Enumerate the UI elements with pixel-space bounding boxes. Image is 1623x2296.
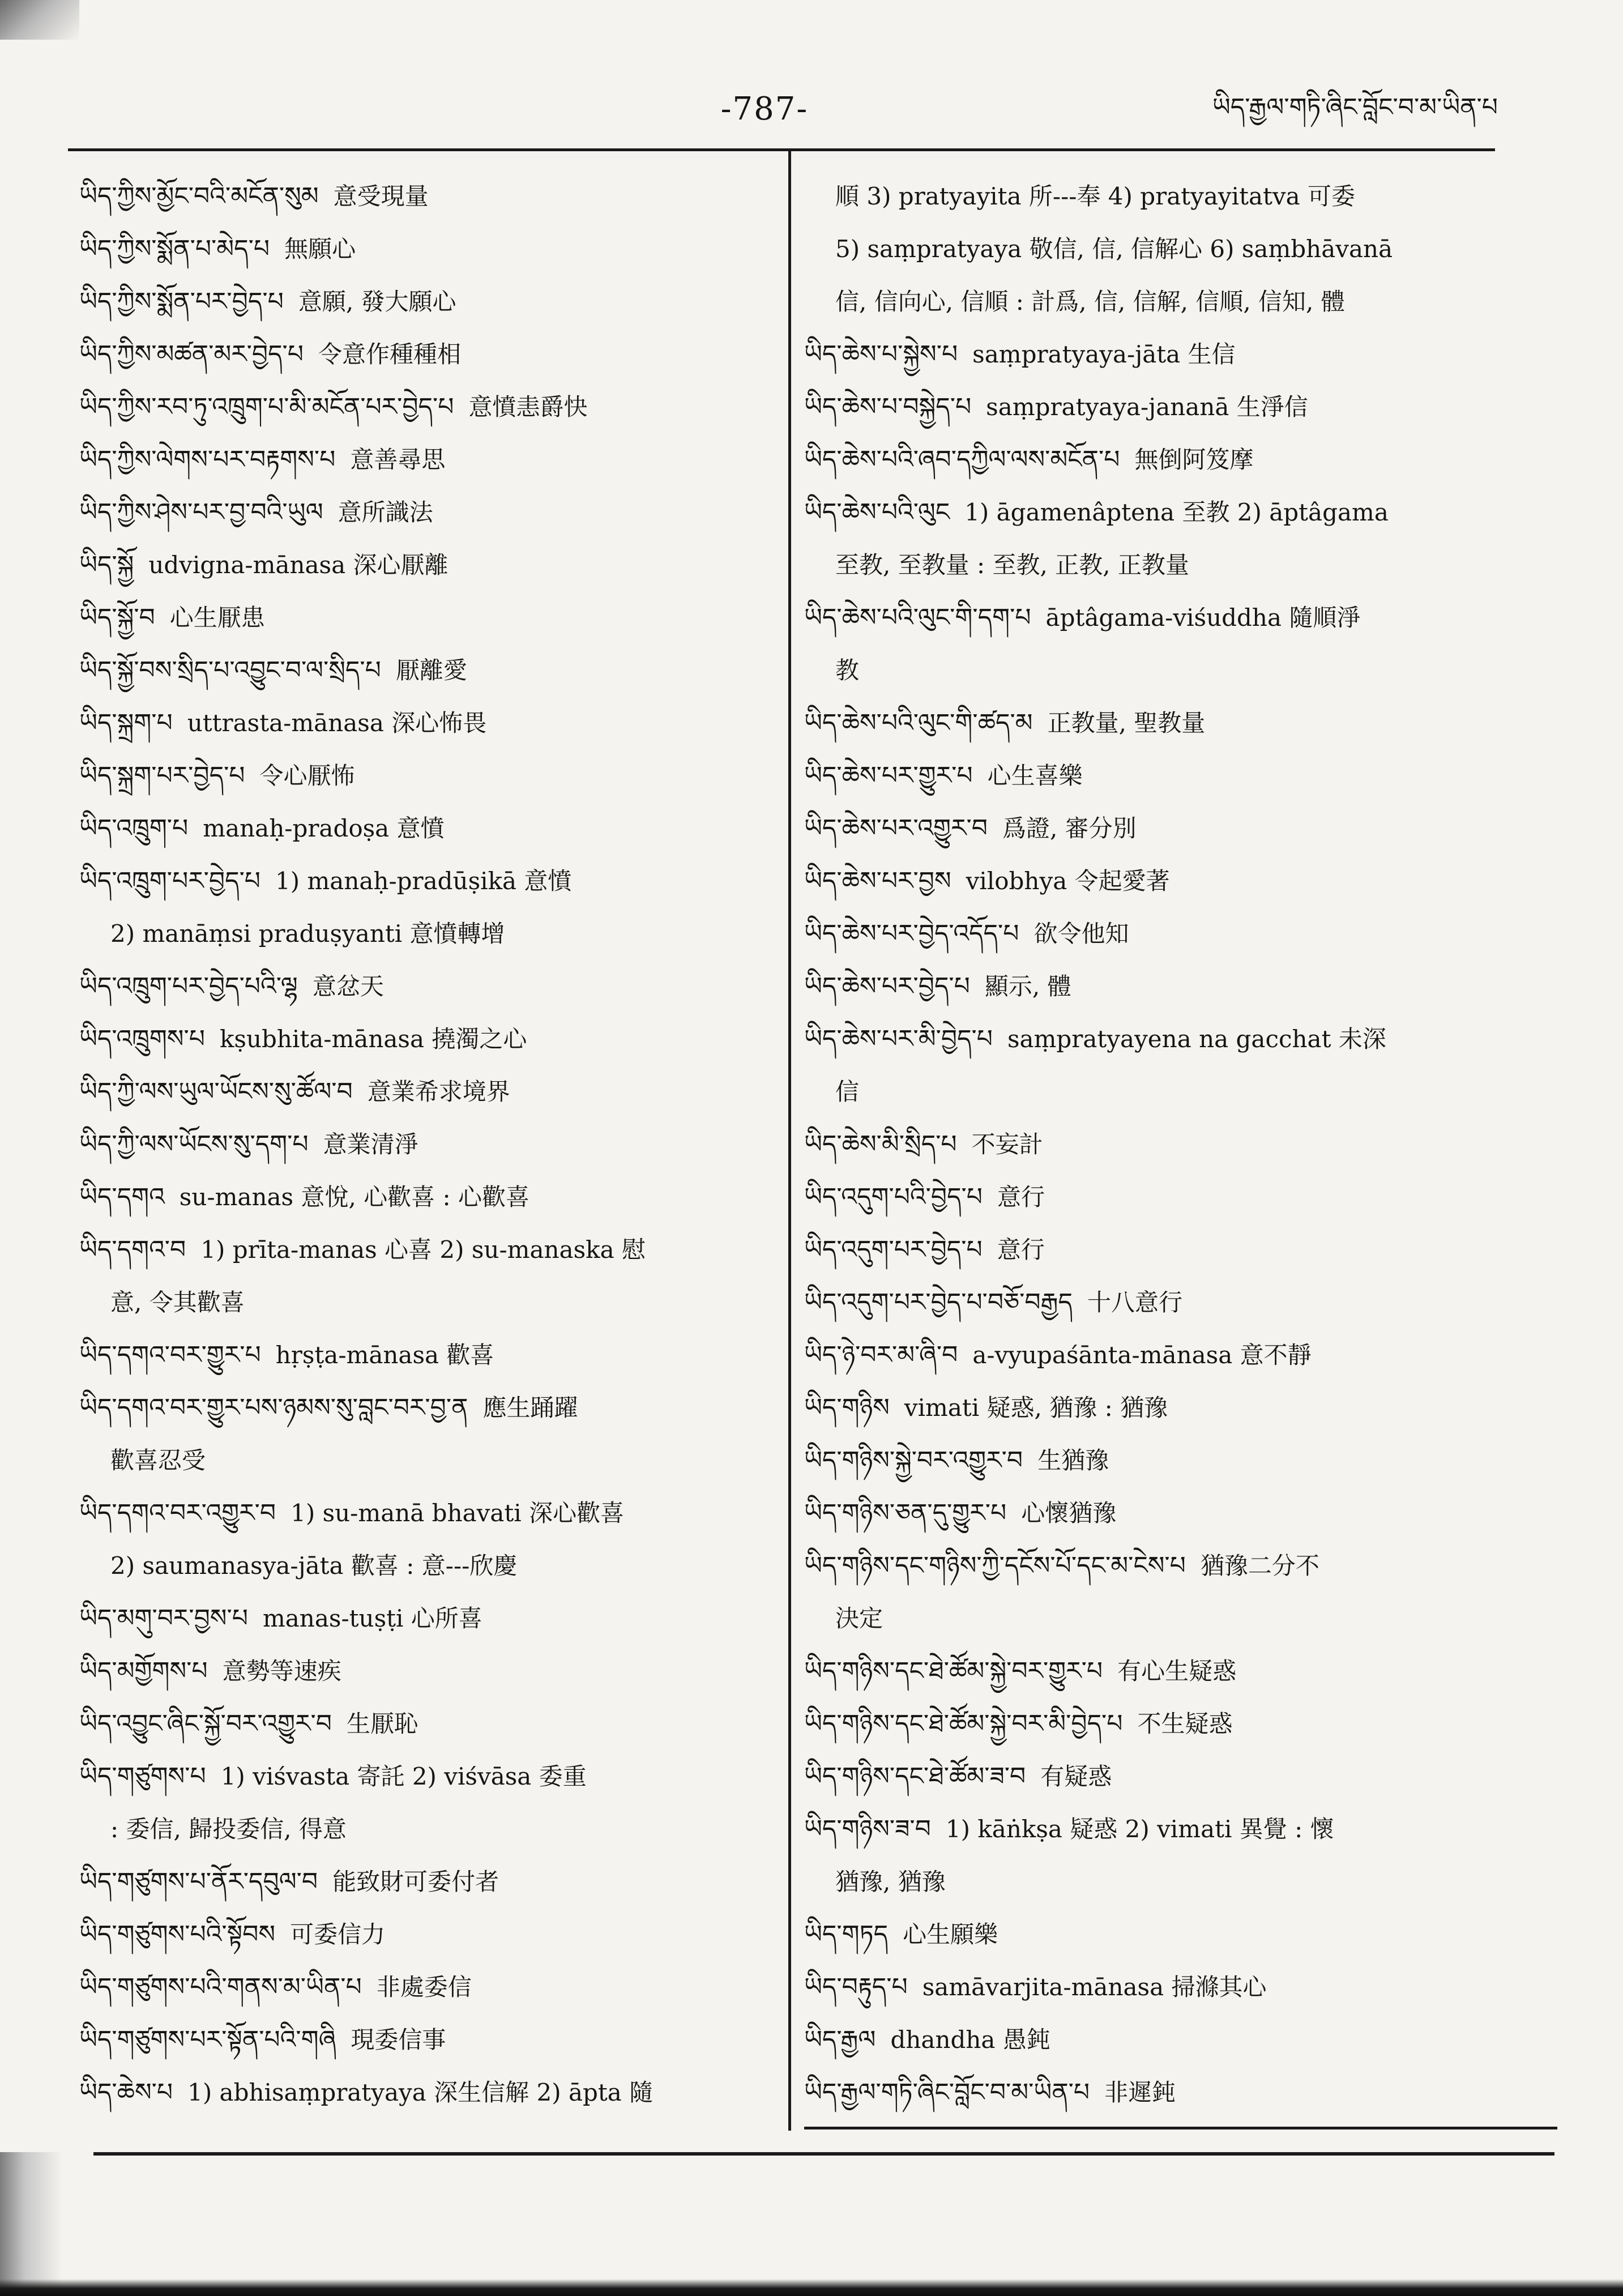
dictionary-entry xyxy=(79,960,776,1013)
tibetan-headword: ཡིད་ཀྱིས་ལེགས་པར་བརྟགས་པ xyxy=(79,445,336,474)
entry-gloss: 5) saṃpratyaya 敬信, 信, 信解心 6) saṃbhāvanā xyxy=(835,235,1393,263)
dictionary-entry xyxy=(804,1908,1501,1961)
tibetan-headword: ཡིད་གཙུགས་པའི་གནས་མ་ཡིན་པ xyxy=(79,1973,362,2001)
entry-gloss: hṛṣṭa-mānasa 歡喜 xyxy=(275,1341,494,1369)
tibetan-headword: ཡིད་ཆེས་པའི་ལུང xyxy=(804,498,950,527)
tibetan-headword: ཡིད་འདུག་པར་བྱེད་པ xyxy=(804,1235,983,1264)
dictionary-entry xyxy=(79,644,776,697)
entry-gloss: 非處委信 xyxy=(376,1973,472,2001)
tibetan-headword: ཡིད་མགྱོགས་པ xyxy=(79,1657,208,1685)
dictionary-entry xyxy=(79,1329,776,1381)
tibetan-headword: ཡིད་ཆེས་པར་འགྱུར་བ xyxy=(804,814,988,843)
entry-gloss: 意忿天 xyxy=(312,972,384,1000)
entry-continuation xyxy=(79,1276,776,1329)
dictionary-entry xyxy=(79,855,776,907)
dictionary-entry xyxy=(79,2013,776,2066)
dictionary-entry xyxy=(804,1697,1501,1750)
dictionary-entry xyxy=(804,381,1501,433)
dictionary-entry xyxy=(804,1171,1501,1223)
tibetan-headword: ཡིད་འཁྲུག་པར་བྱེད་པ xyxy=(79,867,261,895)
entry-gloss: 令意作種種相 xyxy=(318,340,462,368)
dictionary-entry xyxy=(79,223,776,275)
tibetan-headword: ཡིད་གཉིས་ཅན་དུ་གྱུར་པ xyxy=(804,1499,1007,1527)
dictionary-entry xyxy=(804,591,1501,644)
entry-gloss: 猶豫, 猶豫 xyxy=(835,1868,946,1896)
entry-gloss: 1) āgamenâptena 至教 2) āptâgama xyxy=(964,498,1389,526)
tibetan-headword: ཡིད་ཆེས་པ་སྐྱེས་པ xyxy=(804,340,958,369)
entry-gloss: kṣubhita-mānasa 撓濁之心 xyxy=(219,1025,527,1053)
entry-gloss: 可委信力 xyxy=(290,1921,386,1948)
dictionary-entry xyxy=(79,749,776,802)
dictionary-entry xyxy=(79,486,776,539)
tibetan-headword: ཡིད་ཆེས་པར་བྱེད་པ xyxy=(804,972,970,1001)
left-column xyxy=(79,170,776,2119)
tibetan-headword: ཡིད་རྒྱལ xyxy=(804,2025,876,2054)
entry-gloss: : 委信, 歸投委信, 得意 xyxy=(110,1815,347,1843)
tibetan-headword: ཡིད་མགུ་བར་བྱས་པ xyxy=(79,1604,248,1633)
right-column xyxy=(804,170,1501,2119)
dictionary-entry xyxy=(79,170,776,223)
entry-gloss: 十八意行 xyxy=(1087,1288,1183,1316)
entry-gloss: 2) saumanasya-jāta 歡喜 : 意---欣慶 xyxy=(110,1552,518,1580)
entry-gloss: 順 3) pratyayita 所---奉 4) pratyayitatva 可委 xyxy=(835,182,1355,210)
entry-continuation xyxy=(804,1592,1501,1645)
column-divider xyxy=(788,148,791,2131)
page-number: -787- xyxy=(720,91,809,127)
dictionary-entry xyxy=(79,1908,776,1961)
dictionary-entry xyxy=(804,907,1501,960)
entry-gloss: 猶豫二分不 xyxy=(1200,1552,1319,1580)
tibetan-headword: ཡིད་འཁྲུགས་པ xyxy=(79,1025,205,1053)
dictionary-entry xyxy=(79,1697,776,1750)
tibetan-headword: ཡིད་ཆེས་མི་སྲིད་པ xyxy=(804,1130,957,1159)
dictionary-entry xyxy=(804,1750,1501,1803)
dictionary-entry xyxy=(79,1223,776,1276)
entry-gloss: 顯示, 體 xyxy=(984,972,1071,1000)
entry-continuation xyxy=(804,275,1501,328)
dictionary-entry xyxy=(804,802,1501,855)
dictionary-entry xyxy=(804,328,1501,381)
entry-continuation xyxy=(804,223,1501,275)
entry-gloss: 欲令他知 xyxy=(1033,920,1129,948)
entry-gloss: 能致財可委付者 xyxy=(332,1868,499,1896)
entry-gloss: a-vyupaśānta-mānasa 意不靜 xyxy=(972,1341,1312,1369)
entry-gloss: samāvarjita-mānasa 掃滌其心 xyxy=(922,1973,1267,2001)
tibetan-headword: ཡིད་ཆེས་པ་བསྐྱེད་པ xyxy=(804,392,972,421)
dictionary-entry xyxy=(804,433,1501,486)
entry-gloss: 意善尋思 xyxy=(350,446,446,473)
dictionary-entry xyxy=(804,1645,1501,1697)
tibetan-headword: ཡིད་ཀྱི་ལས་ཡུལ་ཡོངས་སུ་ཚོལ་བ xyxy=(79,1077,353,1106)
entry-gloss: āptâgama-viśuddha 隨順淨 xyxy=(1045,604,1361,631)
dictionary-entry xyxy=(804,1223,1501,1276)
entry-gloss: manas-tuṣṭi 心所喜 xyxy=(262,1604,482,1632)
tibetan-headword: ཡིད་ཆེས་པའི་ལུང་གི་ཚད་མ xyxy=(804,709,1033,737)
tibetan-headword: ཡིད་དགའ་བར་གྱུར་པས་ཉམས་སུ་བླང་བར་བྱ་ན xyxy=(79,1393,468,1422)
dictionary-entry xyxy=(79,275,776,328)
dictionary-entry xyxy=(79,1171,776,1223)
dictionary-entry xyxy=(79,1750,776,1803)
tibetan-headword: ཡིད་དགའ་བ xyxy=(79,1235,186,1264)
entry-gloss: 意受現量 xyxy=(333,182,429,210)
tibetan-headword: ཡིད་ཉེ་བར་མ་ཞི་བ xyxy=(804,1341,958,1369)
entry-gloss: 意勢等速疾 xyxy=(222,1657,341,1685)
entry-gloss: su-manas 意悅, 心歡喜 : 心歡喜 xyxy=(179,1183,530,1211)
entry-gloss: 意憤恚爵快 xyxy=(468,393,588,421)
entry-gloss: 無願心 xyxy=(284,235,356,263)
dictionary-entry xyxy=(804,1539,1501,1592)
scan-shadow-bottom-edge xyxy=(0,2279,1623,2296)
entry-gloss: 生猶豫 xyxy=(1037,1446,1109,1474)
dictionary-entry xyxy=(79,1381,776,1434)
entry-gloss: vimati 疑惑, 猶豫 : 猶豫 xyxy=(904,1394,1168,1422)
tibetan-headword: ཡིད་སྐྱོ xyxy=(79,550,134,579)
entry-gloss: 1) kāṅkṣa 疑惑 2) vimati 異覺 : 懷 xyxy=(945,1815,1334,1843)
tibetan-headword: ཡིད་ཀྱིས་ཤེས་པར་བྱ་བའི་ཡུལ xyxy=(79,498,323,527)
scan-shadow-bottom-left xyxy=(0,2152,62,2296)
dictionary-entry xyxy=(79,2066,776,2119)
entry-gloss: 意行 xyxy=(997,1183,1045,1211)
entry-gloss: 2) manāṃsi praduṣyanti 意憤轉增 xyxy=(110,920,505,948)
entry-gloss: 爲證, 審分別 xyxy=(1002,814,1137,842)
entry-gloss: 意行 xyxy=(997,1236,1045,1264)
entry-continuation xyxy=(804,1855,1501,1908)
entry-gloss: 信, 信向心, 信順 : 計爲, 信, 信解, 信順, 信知, 體 xyxy=(835,288,1345,315)
entry-gloss: manaḥ-pradoṣa 意憤 xyxy=(203,814,445,842)
scan-shadow-top-left xyxy=(0,0,79,40)
entry-gloss: 歡喜忍受 xyxy=(110,1446,206,1474)
entry-gloss: 意所識法 xyxy=(338,498,433,526)
dictionary-entry xyxy=(79,1855,776,1908)
tibetan-headword: ཡིད་གཙུགས་པར་སྟོན་པའི་གཞི xyxy=(79,2025,336,2054)
entry-gloss: 意業清淨 xyxy=(323,1130,418,1158)
tibetan-headword: ཡིད་འདུག་པར་བྱེད་པ་བཅོ་བརྒྱད xyxy=(804,1288,1073,1317)
dictionary-entry xyxy=(804,749,1501,802)
entry-gloss: 1) su-manā bhavati 深心歡喜 xyxy=(291,1499,625,1527)
tibetan-headword: ཡིད་འཁྲུག་པ xyxy=(79,814,189,843)
entry-gloss: saṃpratyaya-jāta 生信 xyxy=(972,340,1236,368)
entry-gloss: 心生厭患 xyxy=(169,604,265,631)
entry-gloss: 1) manaḥ-pradūṣikā 意憤 xyxy=(275,867,572,895)
entry-gloss: 教 xyxy=(835,656,860,684)
dictionary-entry xyxy=(804,960,1501,1013)
tibetan-headword: ཡིད་ཆེས་པར་གྱུར་པ xyxy=(804,761,973,790)
tibetan-headword: ཡིད་ཀྱིས་མྱོང་བའི་མངོན་སུམ xyxy=(79,182,319,211)
dictionary-entry xyxy=(804,1434,1501,1487)
dictionary-entry xyxy=(79,328,776,381)
entry-gloss: saṃpratyayena na gacchat 未深 xyxy=(1007,1025,1386,1053)
tibetan-headword: ཡིད་འབྱུང་ཞིང་སྐྱོ་བར་འགྱུར་བ xyxy=(79,1709,332,1738)
tibetan-headword: ཡིད་དགའ་བར་གྱུར་པ xyxy=(79,1341,261,1369)
dictionary-entry xyxy=(804,1803,1501,1855)
entry-gloss: 生厭恥 xyxy=(346,1710,418,1738)
dictionary-entry xyxy=(804,855,1501,907)
dictionary-entry xyxy=(79,539,776,591)
entry-continuation xyxy=(804,539,1501,591)
entry-gloss: uttrasta-mānasa 深心怖畏 xyxy=(187,709,487,737)
entry-gloss: 至教, 至教量 : 至教, 正教, 正教量 xyxy=(835,551,1189,579)
tibetan-headword: ཡིད་དགའ་བར་འགྱུར་བ xyxy=(79,1499,276,1527)
tibetan-headword: ཡིད་གཉིས xyxy=(804,1393,890,1422)
entry-gloss: dhandha 愚鈍 xyxy=(890,2026,1050,2054)
entry-continuation xyxy=(804,1065,1501,1118)
dictionary-entry xyxy=(804,697,1501,749)
entry-continuation xyxy=(804,644,1501,697)
entry-gloss: 信 xyxy=(835,1078,860,1106)
entry-gloss: 心生願樂 xyxy=(903,1921,998,1948)
tibetan-headword: ཡིད་གཉིས་དང་ཐེ་ཚོམ་སྐྱེ་བར་གྱུར་པ xyxy=(804,1657,1103,1685)
entry-gloss: 意, 令其歡喜 xyxy=(110,1288,245,1316)
entry-gloss: 現委信事 xyxy=(351,2026,446,2054)
tibetan-headword: ཡིད་རྒྱལ་གཏི་ཞིང་བློང་བ་མ་ཡིན་པ xyxy=(804,2078,1090,2107)
entry-gloss: 有心生疑惑 xyxy=(1117,1657,1237,1685)
dictionary-entry xyxy=(79,1065,776,1118)
entry-continuation xyxy=(79,1539,776,1592)
dictionary-entry xyxy=(804,2066,1501,2119)
tibetan-headword: ཡིད་ཀྱི་ལས་ཡོངས་སུ་དག་པ xyxy=(79,1130,309,1159)
entry-continuation xyxy=(79,1803,776,1855)
dictionary-entry xyxy=(804,1276,1501,1329)
dictionary-entry xyxy=(79,1013,776,1065)
dictionary-entry xyxy=(804,2013,1501,2066)
entry-gloss: 意業希求境界 xyxy=(367,1078,510,1106)
tibetan-headword: ཡིད་ཆེས་པར་བྱེད་འདོད་པ xyxy=(804,919,1019,948)
entry-gloss: 心懷猶豫 xyxy=(1021,1499,1117,1527)
tibetan-headword: ཡིད་གཉིས་དང་གཉིས་ཀྱི་དངོས་པོ་དང་མ་ངེས་པ xyxy=(804,1551,1186,1580)
tibetan-headword: ཡིད་སྐྲག་པར་བྱེད་པ xyxy=(79,761,245,790)
tibetan-headword: ཡིད་གཉིས་དང་ཐེ་ཚོམ་སྐྱེ་བར་མི་བྱེད་པ xyxy=(804,1709,1123,1738)
right-column-end-rule xyxy=(804,2127,1557,2129)
tibetan-headword: ཡིད་ཀྱིས་སྨོན་པ་མེད་པ xyxy=(79,234,270,263)
tibetan-headword: ཡིད་གཉིས་ཟ་བ xyxy=(804,1815,931,1843)
dictionary-entry xyxy=(804,1013,1501,1065)
tibetan-headword: ཡིད་ཆེས་པར་མི་བྱེད་པ xyxy=(804,1025,993,1053)
dictionary-entry xyxy=(79,1961,776,2013)
entry-gloss: saṃpratyaya-jananā 生淨信 xyxy=(986,393,1308,421)
dictionary-entry xyxy=(79,433,776,486)
dictionary-entry xyxy=(804,1961,1501,2013)
running-head: ཡིད་རྒྱལ་གཏི་ཞིང་བློང་བ་མ་ཡིན་པ xyxy=(1212,93,1498,122)
tibetan-headword: ཡིད་འཁྲུག་པར་བྱེད་པའི་ལྷ xyxy=(79,972,298,1001)
entry-gloss: 1) abhisaṃpratyaya 深生信解 2) āpta 隨 xyxy=(187,2079,654,2106)
dictionary-entry xyxy=(79,1645,776,1697)
tibetan-headword: ཡིད་གཏད xyxy=(804,1920,889,1949)
header-rule xyxy=(68,148,1495,151)
entry-gloss: 決定 xyxy=(835,1604,883,1632)
entry-gloss: 有疑惑 xyxy=(1040,1762,1112,1790)
entry-gloss: vilobhya 令起愛著 xyxy=(966,867,1170,895)
entry-continuation xyxy=(79,1434,776,1487)
tibetan-headword: ཡིད་འདུག་པའི་བྱེད་པ xyxy=(804,1183,983,1211)
entry-continuation xyxy=(804,170,1501,223)
tibetan-headword: ཡིད་ཀྱིས་མཚན་མར་བྱེད་པ xyxy=(79,340,304,369)
tibetan-headword: ཡིད་ཀྱིས་སྨོན་པར་བྱེད་པ xyxy=(79,287,284,316)
tibetan-headword: ཡིད་དགའ xyxy=(79,1183,165,1211)
entry-gloss: 正教量, 聖教量 xyxy=(1047,709,1206,737)
entry-gloss: 令心厭怖 xyxy=(259,762,355,789)
tibetan-headword: ཡིད་སྐྲག་པ xyxy=(79,709,173,737)
dictionary-entry xyxy=(804,1329,1501,1381)
dictionary-entry xyxy=(804,1487,1501,1539)
entry-gloss: 不生疑惑 xyxy=(1137,1710,1233,1738)
dictionary-entry xyxy=(79,802,776,855)
tibetan-headword: ཡིད་ཀྱིས་རབ་ཏུ་འཁྲུག་པ་མི་མངོན་པར་བྱེད་པ xyxy=(79,392,454,421)
tibetan-headword: ཡིད་བརྟུད་པ xyxy=(804,1973,908,2001)
dictionary-entry xyxy=(79,591,776,644)
dictionary-entry xyxy=(79,1487,776,1539)
dictionary-entry xyxy=(804,1118,1501,1171)
entry-gloss: 不妄計 xyxy=(971,1130,1043,1158)
entry-gloss: udvigna-mānasa 深心厭離 xyxy=(148,551,449,579)
tibetan-headword: ཡིད་གཙུགས་པའི་སྟོབས xyxy=(79,1920,276,1949)
entry-gloss: 厭離愛 xyxy=(395,656,467,684)
tibetan-headword: ཡིད་གཉིས་དང་ཐེ་ཚོམ་ཟ་བ xyxy=(804,1762,1026,1791)
tibetan-headword: ཡིད་སྐྱོ་བས་སྲིད་པ་འབྱུང་བ་ལ་སྲིད་པ xyxy=(79,656,381,685)
tibetan-headword: ཡིད་ཆེས་པའི་ཞབ་དཀྱིལ་ལས་མངོན་པ xyxy=(804,445,1120,474)
entry-gloss: 1) viśvasta 寄託 2) viśvāsa 委重 xyxy=(220,1762,587,1790)
entry-gloss: 應生踊躍 xyxy=(482,1394,578,1422)
entry-gloss: 意願, 發大願心 xyxy=(298,288,456,315)
entry-gloss: 1) prīta-manas 心喜 2) su-manaska 慰 xyxy=(200,1236,646,1264)
dictionary-entry xyxy=(79,381,776,433)
dictionary-entry xyxy=(79,1118,776,1171)
footer-rule xyxy=(93,2152,1554,2156)
entry-continuation xyxy=(79,907,776,960)
dictionary-entry xyxy=(79,1592,776,1645)
tibetan-headword: ཡིད་ཆེས་པའི་ལུང་གི་དག་པ xyxy=(804,603,1031,632)
dictionary-entry xyxy=(804,486,1501,539)
tibetan-headword: ཡིད་སྐྱོ་བ xyxy=(79,603,155,632)
tibetan-headword: ཡིད་ཆེས་པ xyxy=(79,2078,173,2107)
entry-gloss: 非遲鈍 xyxy=(1104,2079,1176,2106)
tibetan-headword: ཡིད་གཙུགས་པ xyxy=(79,1762,206,1791)
dictionary-entry xyxy=(79,697,776,749)
dictionary-entry xyxy=(804,1381,1501,1434)
entry-gloss: 無倒阿笈摩 xyxy=(1134,446,1254,473)
tibetan-headword: ཡིད་གཙུགས་པ་ནོར་དབུལ་བ xyxy=(79,1867,318,1896)
entry-gloss: 心生喜樂 xyxy=(987,762,1083,789)
tibetan-headword: ཡིད་ཆེས་པར་བྱས xyxy=(804,867,951,895)
tibetan-headword: ཡིད་གཉིས་སྐྱེ་བར་འགྱུར་བ xyxy=(804,1446,1023,1475)
